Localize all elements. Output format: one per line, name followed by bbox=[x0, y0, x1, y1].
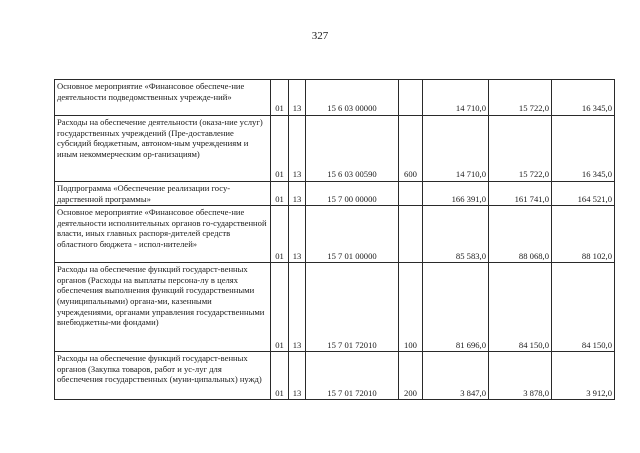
row-amount-year-3: 88 102,0 bbox=[552, 206, 615, 263]
row-subsection-code: 13 bbox=[289, 182, 306, 206]
row-amount-year-1: 14 710,0 bbox=[423, 116, 489, 182]
table-row bbox=[55, 206, 615, 263]
row-name bbox=[55, 352, 271, 400]
page-number: 327 bbox=[311, 30, 329, 42]
row-subsection-code: 13 bbox=[289, 206, 306, 263]
row-amount-year-3: 3 912,0 bbox=[552, 352, 615, 400]
row-target-article: 15 7 00 00000 bbox=[306, 182, 399, 206]
row-target-article: 15 7 01 72010 bbox=[306, 352, 399, 400]
row-name bbox=[55, 263, 271, 352]
row-name bbox=[55, 206, 271, 263]
row-section-code: 01 bbox=[271, 352, 289, 400]
row-section-code: 01 bbox=[271, 182, 289, 206]
row-amount-year-2: 88 068,0 bbox=[489, 206, 552, 263]
row-name-text: Подпрограмма «Обеспечение реализации госу-дарственной программы» bbox=[57, 183, 231, 204]
row-expense-type: 100 bbox=[399, 263, 423, 352]
budget-table bbox=[54, 79, 615, 400]
row-amount-year-1: 166 391,0 bbox=[423, 182, 489, 206]
row-expense-type bbox=[399, 206, 423, 263]
row-amount-year-2: 15 722,0 bbox=[489, 116, 552, 182]
row-subsection-code: 13 bbox=[289, 263, 306, 352]
row-expense-type bbox=[399, 182, 423, 206]
row-expense-type: 200 bbox=[399, 352, 423, 400]
row-target-article: 15 6 03 00590 bbox=[306, 116, 399, 182]
row-name-text: Основное мероприятие «Финансовое обеспече-ние деятельности подведомственных учрежде-ний» bbox=[57, 81, 245, 102]
table-row bbox=[55, 80, 615, 116]
row-amount-year-2: 161 741,0 bbox=[489, 182, 552, 206]
row-name bbox=[55, 182, 271, 206]
row-section-code: 01 bbox=[271, 80, 289, 116]
row-amount-year-1: 14 710,0 bbox=[423, 80, 489, 116]
table-row bbox=[55, 263, 615, 352]
row-amount-year-2: 3 878,0 bbox=[489, 352, 552, 400]
row-target-article: 15 6 03 00000 bbox=[306, 80, 399, 116]
table-row bbox=[55, 116, 615, 182]
row-subsection-code: 13 bbox=[289, 352, 306, 400]
row-amount-year-1: 81 696,0 bbox=[423, 263, 489, 352]
row-amount-year-3: 84 150,0 bbox=[552, 263, 615, 352]
table-row bbox=[55, 182, 615, 206]
row-amount-year-3: 16 345,0 bbox=[552, 116, 615, 182]
row-amount-year-3: 164 521,0 bbox=[552, 182, 615, 206]
row-amount-year-1: 3 847,0 bbox=[423, 352, 489, 400]
row-name-text: Расходы на обеспечение функций государст-венных органов (Закупка товаров, работ и ус-луг для обеспечения государственных (муни-ципальных) нужд) bbox=[57, 353, 262, 385]
row-target-article: 15 7 01 00000 bbox=[306, 206, 399, 263]
row-amount-year-3: 16 345,0 bbox=[552, 80, 615, 116]
row-name-text: Основное мероприятие «Финансовое обеспече-ние деятельности исполнительных органов го-сударственной власти, иных главных распоря-дителей средств областного бюджета - испол-нителей» bbox=[57, 207, 267, 249]
row-amount-year-1: 85 583,0 bbox=[423, 206, 489, 263]
row-name-text: Расходы на обеспечение функций государст-венных органов (Расходы на выплаты персона-лу в целях обеспечения выполнения функций государственными (муниципальными) органа-ми, казенными учреждениями, органами управления государственными внебюджетны-ми фондами) bbox=[57, 264, 265, 328]
table-row bbox=[55, 352, 615, 400]
row-expense-type: 600 bbox=[399, 116, 423, 182]
row-amount-year-2: 84 150,0 bbox=[489, 263, 552, 352]
row-expense-type bbox=[399, 80, 423, 116]
row-subsection-code: 13 bbox=[289, 116, 306, 182]
row-section-code: 01 bbox=[271, 263, 289, 352]
row-name bbox=[55, 116, 271, 182]
row-section-code: 01 bbox=[271, 206, 289, 263]
row-name bbox=[55, 80, 271, 116]
row-amount-year-2: 15 722,0 bbox=[489, 80, 552, 116]
row-subsection-code: 13 bbox=[289, 80, 306, 116]
row-target-article: 15 7 01 72010 bbox=[306, 263, 399, 352]
row-name-text: Расходы на обеспечение деятельности (оказа-ние услуг) государственных учреждений (Пре-доставление субсидий бюджетным, автоном-ным учреждениям и иным некоммерческим ор-ганизациям) bbox=[57, 117, 263, 159]
row-section-code: 01 bbox=[271, 116, 289, 182]
